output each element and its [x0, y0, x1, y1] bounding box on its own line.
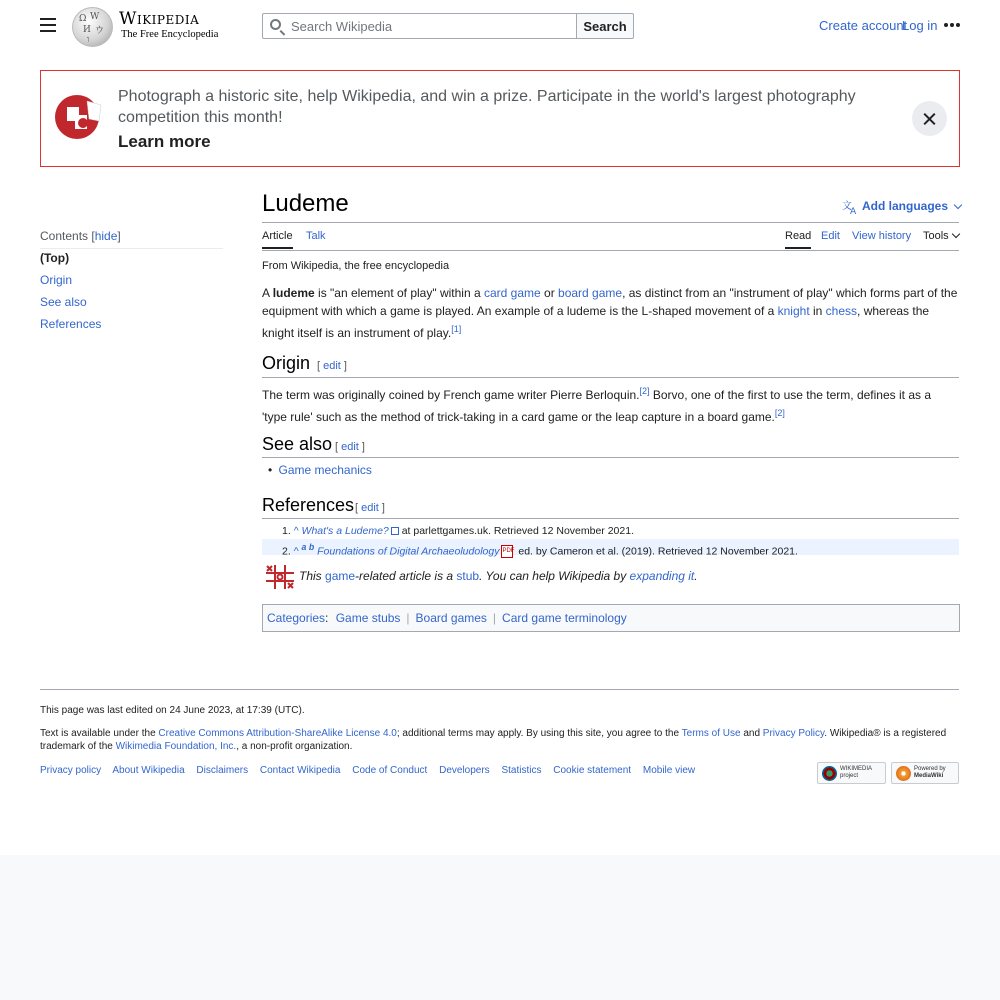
term-bold: ludeme [272, 286, 315, 300]
footer-link-developers[interactable]: Developers [439, 765, 490, 776]
more-options-icon[interactable] [944, 23, 960, 27]
backlink-b[interactable]: b [308, 542, 315, 552]
last-edited-text: This page was last edited on 24 June 2023, at 17:39 (UTC). [40, 705, 305, 716]
svg-text:A: A [850, 207, 857, 215]
badge-text: WIKIMEDIA [840, 766, 873, 772]
tic-tac-toe-icon [264, 563, 296, 591]
footer-link-statistics[interactable]: Statistics [501, 765, 542, 776]
tab-edit[interactable]: Edit [821, 230, 840, 242]
title-divider [262, 222, 959, 223]
footer-link-cookie-statement[interactable]: Cookie statement [553, 765, 632, 776]
footer-link-contact[interactable]: Contact Wikipedia [259, 765, 341, 776]
search-icon [270, 19, 281, 30]
chevron-down-icon [954, 201, 962, 209]
reference-item: 1. ^ What's a Ludeme? at parlettgames.uk. Retrieved 12 November 2021. [282, 525, 634, 537]
wikipedia-wordmark[interactable]: Wikipedia [119, 9, 200, 29]
footer-link-disclaimers[interactable]: Disclaimers [196, 765, 249, 776]
category-link[interactable]: Card game terminology [502, 611, 627, 625]
section-heading-references: References [262, 495, 355, 515]
mediawiki-logo-icon [896, 766, 911, 781]
toc-hide-bracket: [hide] [91, 229, 121, 243]
powered-by-mediawiki-badge[interactable] [891, 762, 959, 784]
external-link-icon [391, 527, 399, 535]
board-game-link[interactable]: board game [558, 286, 623, 300]
reference-title-link[interactable]: What's a Ludeme? [301, 525, 389, 537]
article-tagline: From Wikipedia, the free encyclopedia [262, 260, 450, 272]
backlink-caret[interactable]: ^ [293, 525, 299, 537]
banner-message: Photograph a historic site, help Wikipedia, and win a prize. Participate in the world's largest photography competition this month! [118, 88, 856, 126]
ref-2-link[interactable]: [2] [774, 408, 785, 418]
toc-item-references[interactable]: References [40, 317, 102, 331]
wikipedia-globe-logo[interactable]: Ω W И ウ ו [72, 7, 113, 47]
add-languages-button[interactable] [862, 199, 961, 213]
cc-license-link[interactable]: Creative Commons Attribution-ShareAlike License 4.0 [158, 728, 397, 739]
categories-box: Categories: Game stubs | Board games | Card game terminology [262, 604, 960, 632]
card-game-link[interactable]: card game [483, 286, 541, 300]
stub-link[interactable]: stub [456, 569, 480, 583]
close-icon[interactable] [912, 101, 947, 136]
badge-text: MediaWiki [914, 773, 944, 779]
footer-link-code-of-conduct[interactable]: Code of Conduct [352, 765, 428, 776]
origin-paragraph: The term was originally coined by French game writer Pierre Berloquin.[2] Borvo, one of the first to use the term, defines it as a 'type rule' such as the method of trick-taking in a card game or the leap capture in a board game.[2] [262, 386, 931, 424]
search-box[interactable] [262, 13, 579, 39]
wikipedia-tagline: The Free Encyclopedia [121, 29, 219, 40]
categories-label-link[interactable]: Categories [267, 611, 326, 625]
footer-link-privacy[interactable]: Privacy policy [40, 765, 102, 776]
toc-item-origin[interactable]: Origin [40, 273, 73, 287]
campaign-banner [40, 70, 960, 167]
search-button[interactable]: Search [576, 13, 634, 39]
expanding-it-link[interactable]: expanding it [629, 569, 695, 583]
edit-references-link[interactable]: edit [361, 502, 379, 514]
toc-title: Contents [40, 229, 89, 243]
wikimedia-foundation-link[interactable]: Wikimedia Foundation, Inc. [115, 741, 237, 752]
ref-2-link[interactable]: [2] [639, 386, 650, 396]
badge-text: Powered by [914, 766, 946, 772]
category-link[interactable]: Game stubs [335, 611, 401, 625]
tools-label: Tools [923, 230, 949, 242]
edit-section-see-also: [ edit ] [335, 441, 365, 453]
intro-paragraph: A ludeme is "an element of play" within a card game or board game, as distinct from an "instrument of play" which forms part of the equipment with which a game is played. An example of a ludeme is the L-shaped movement of a knight in chess, whereas the knight itself is an instrument of play.[1] [262, 286, 958, 340]
footer-links [40, 765, 704, 776]
svg-text:文: 文 [842, 201, 852, 212]
tabs-divider [262, 250, 959, 251]
backlink-a[interactable]: a [301, 542, 307, 552]
badge-text: project [840, 773, 859, 779]
toc-hide-link[interactable]: hide [94, 229, 118, 243]
section-heading-see-also: See also [262, 434, 333, 454]
create-account-link[interactable]: Create account [819, 18, 908, 33]
tab-article[interactable]: Article [262, 230, 293, 249]
footer-divider [40, 689, 959, 690]
wiki-loves-monuments-logo [53, 93, 105, 141]
edit-origin-link[interactable]: edit [323, 360, 341, 372]
backlink-caret[interactable]: ^ [293, 545, 299, 558]
tab-view-history[interactable]: View history [852, 230, 912, 242]
tools-dropdown[interactable] [923, 230, 959, 242]
wikimedia-logo-icon [822, 766, 837, 781]
category-link[interactable]: Board games [415, 611, 487, 625]
footer-link-mobile-view[interactable]: Mobile view [642, 765, 696, 776]
tab-read[interactable]: Read [785, 230, 811, 249]
section-divider [262, 457, 959, 458]
add-languages-label: Add languages [862, 199, 949, 213]
edit-section-origin: [ edit ] [317, 360, 347, 372]
edit-see-also-link[interactable]: edit [341, 441, 359, 453]
stub-notice: This game-related article is a stub. You can help Wikipedia by expanding it. [299, 569, 698, 583]
chevron-down-icon [951, 230, 959, 238]
search-input[interactable] [291, 14, 571, 38]
see-also-list: • Game mechanics [268, 463, 372, 477]
game-mechanics-link[interactable]: Game mechanics [278, 463, 372, 477]
edit-section-references: [ edit ] [355, 502, 385, 514]
reference-item: 2. ^ $^{a b}$ Foundations of Digital Archaeoludology PDF ed. by Cameron et al. (2019). Retrieved 12 November 2021. [282, 542, 798, 558]
license-text: Text is available under the Creative Commons Attribution-ShareAlike License 4.0; additional terms may apply. By using this site, you agree to the Terms of Use and Privacy Policy. Wikipedia® is a registered trademark of the Wikimedia Foundation, Inc., a non-profit organization. [40, 728, 947, 752]
toc-divider [40, 248, 223, 249]
privacy-policy-link[interactable]: Privacy Policy [762, 728, 825, 739]
learn-more-link[interactable]: Learn more [118, 132, 211, 151]
wikimedia-project-badge[interactable] [817, 762, 886, 784]
section-divider [262, 518, 959, 519]
toc-heading [40, 229, 121, 243]
terms-of-use-link[interactable]: Terms of Use [681, 728, 741, 739]
pdf-icon: PDF [501, 545, 513, 558]
log-in-link[interactable]: Log in [902, 18, 938, 33]
ref-1-link[interactable]: [1] [451, 324, 462, 334]
toc-item-top[interactable]: (Top) [40, 251, 70, 265]
knight-link[interactable]: knight [777, 304, 810, 318]
reference-title-link[interactable]: Foundations of Digital Archaeoludology [317, 545, 500, 558]
section-divider [262, 377, 959, 378]
main-menu-icon[interactable] [40, 18, 56, 32]
tab-talk[interactable]: Talk [306, 230, 326, 242]
chess-link[interactable]: chess [825, 304, 858, 318]
language-icon[interactable] [842, 199, 858, 215]
game-link[interactable]: game [325, 569, 356, 583]
footer-link-about[interactable]: About Wikipedia [112, 765, 185, 776]
toc-item-see-also[interactable]: See also [40, 295, 87, 309]
page-title: Ludeme [262, 190, 349, 217]
section-heading-origin: Origin [262, 353, 311, 373]
